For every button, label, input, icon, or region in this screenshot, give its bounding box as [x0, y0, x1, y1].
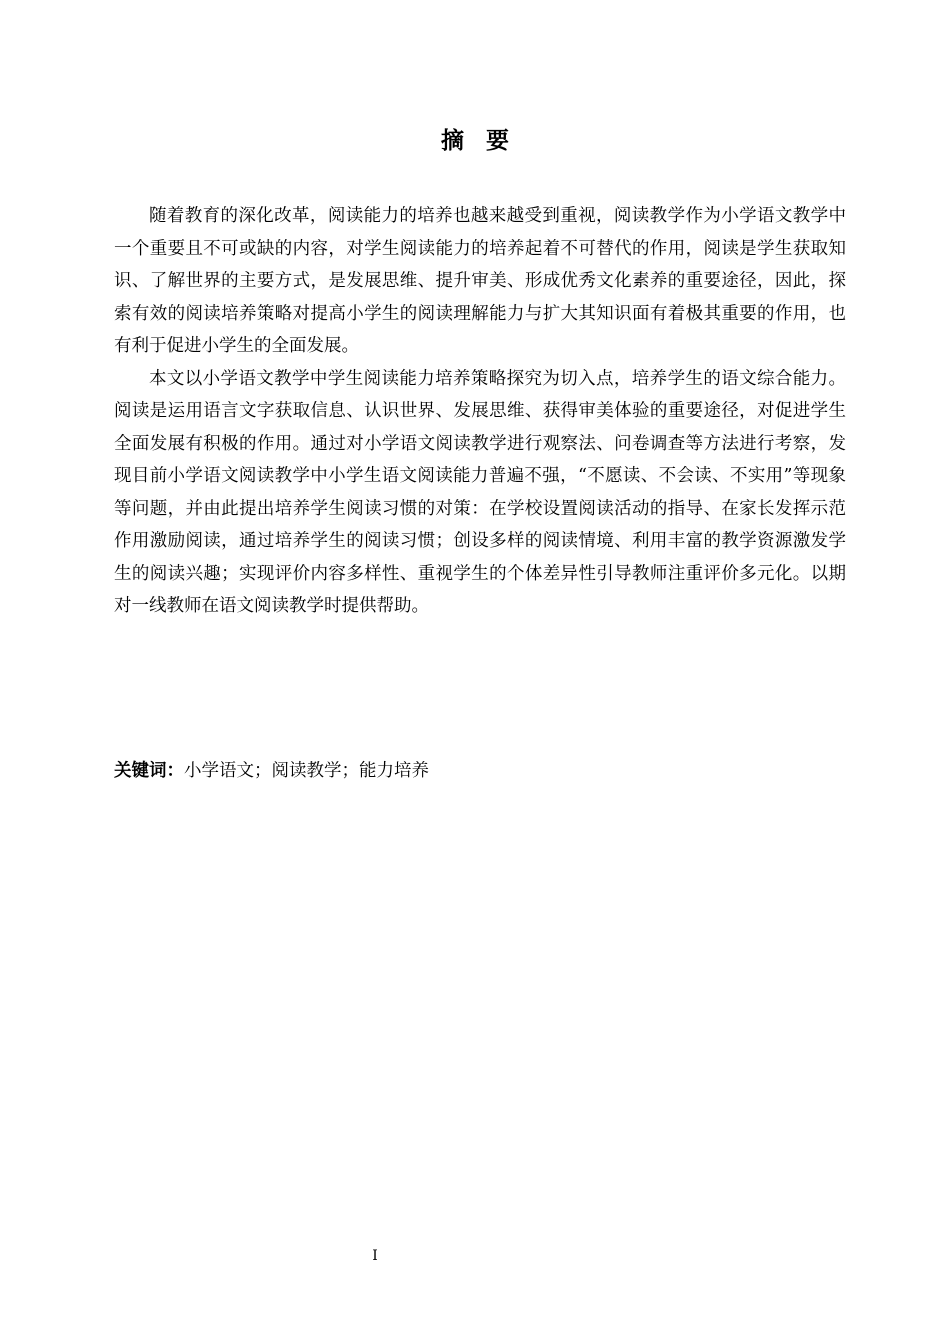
abstract-paragraph-2: 本文以小学语文教学中学生阅读能力培养策略探究为切入点，培养学生的语文综合能力。阅读是运用语言文字获取信息、认识世界、发展思维、获得审美体验的重要途径，对促进学生全面发展有积极的作用。通过对小学语文阅读教学进行观察法、问卷调查等方法进行考察，发现目前小学语文阅读教学中小学生语文阅读能力普遍不强，“不愿读、不会读、不实用”等现象等问题，并由此提出培养学生阅读习惯的对策：在学校设置阅读活动的指导、在家长发挥示范作用激励阅读，通过培养学生的阅读习惯；创设多样的阅读情境、利用丰富的教学资源激发学生的阅读兴趣；实现评价内容多样性、重视学生的个体差异性引导教师注重评价多元化。以期对一线教师在语文阅读教学时提供帮助。: [114, 368, 846, 616]
keywords-label: 关键词：: [114, 761, 184, 781]
abstract-paragraph-1: 随着教育的深化改革，阅读能力的培养也越来越受到重视，阅读教学作为小学语文教学中一个重要且不可或缺的内容，对学生阅读能力的培养起着不可替代的作用，阅读是学生获取知识、了解世界的主要方式，是发展思维、提升审美、形成优秀文化素养的重要途径，因此，探索有效的阅读培养策略对提高小学生的阅读理解能力与扩大其知识面有着极其重要的作用，也有利于促进小学生的全面发展。: [114, 206, 846, 356]
keywords-line: [114, 756, 846, 786]
page-number: I: [372, 1248, 378, 1264]
abstract-body: [114, 200, 846, 623]
keywords-text: 小学语文；阅读教学；能力培养: [184, 761, 429, 781]
page-title: 摘要: [441, 128, 531, 154]
